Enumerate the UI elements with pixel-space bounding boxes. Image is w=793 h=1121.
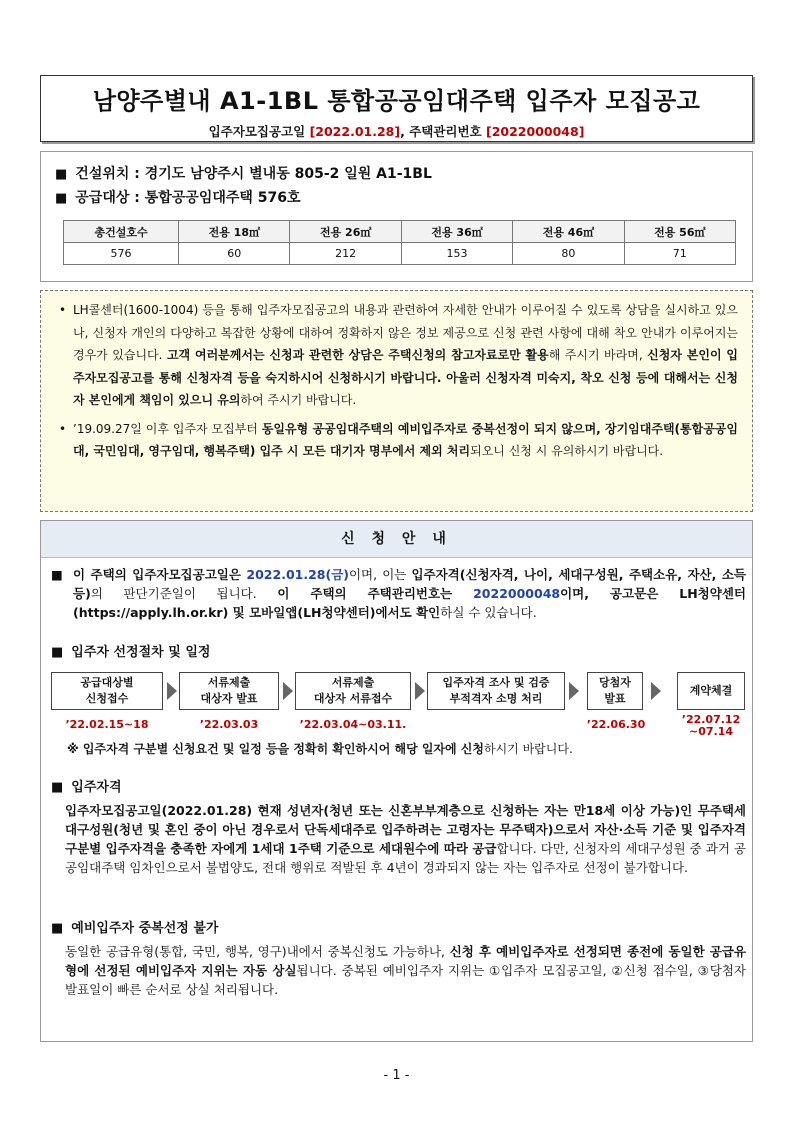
square-bullet-icon: ■: [51, 567, 63, 582]
flow-date: ’22.03.03: [199, 718, 259, 731]
flow-step-document-announce: 서류제출 대상자 발표: [179, 672, 279, 710]
table-cell: 153: [401, 243, 512, 265]
flow-step-contract: 계약체결: [677, 672, 745, 710]
notice-item: • ’19.09.27일 이후 입주자 모집부터 동일유형 공공임대주택의 예비입주자로 중복선정이 되지 않으며, 장기임대주택(통합공공임대, 국민임대, 영구임대, 행복주택) 입주 시 모든 대기자 명부에서 제외 처리되오니 신청 시 유의하시기 바랍니다.: [59, 418, 738, 463]
table-cell: 576: [64, 243, 179, 265]
management-number-label: , 주택관리번호: [400, 124, 482, 139]
title-subline: [41, 122, 752, 140]
table-cell: 71: [624, 243, 735, 265]
schedule-block: ■ 입주자 선정절차 및 일정: [51, 645, 211, 660]
table-header-cell: 전용 36㎡: [401, 221, 512, 243]
dot-bullet-icon: •: [59, 421, 67, 436]
intro-block: ■ 이 주택의 입주자모집공고일은 2022.01.28(금)이며, 이는 입주자격(신청자격, 나이, 세대구성원, 주택소유, 자산, 소득 등)의 판단기준일이 됩니다. 이 주택의 주택관리번호는 2022000048이며, 공고문은 LH청약센터(https://apply.lh.or.kr) 및 모바일앱(LH청약센터)에서도 확인하실 수 있습니다.: [51, 567, 746, 620]
square-bullet-icon: ■: [51, 921, 64, 936]
qualification-block: ■ 입주자격 입주자모집공고일(2022.01.28) 현재 성년자(청년 또는 신혼부부계층으로 신청하는 자는 만18세 이상 가능)인 무주택세대구성원(청년 및 혼인 중이 아닌 경우로서 단독세대주로 입주하려는 고령자는 무주택자)으로서 자산·소득 기준 및 입주자격 구분별 입주자격을 충족한 자에게 1세대 1주택 기준으로 세대원수에 따라 공급합니다. 다만, 신청자의 세대구성원 중 과거 공공임대주택 임차인으로서 불법양도, 전대 행위로 적발된 후 4년이 경과되지 않는 자는 입주자로 선정이 불가합니다.: [51, 780, 747, 875]
title-box: [40, 75, 753, 142]
square-bullet-icon: ■: [51, 780, 64, 795]
info-box: [40, 151, 753, 282]
application-guide: [40, 520, 753, 1042]
table-cell: 60: [179, 243, 290, 265]
flow-date: ’22.07.12 ~07.14: [681, 713, 741, 738]
table-header-cell: 총건설호수: [64, 221, 179, 243]
table-header-cell: 전용 56㎡: [624, 221, 735, 243]
square-bullet-icon: ■: [51, 645, 64, 660]
flow-date: ’22.06.30: [586, 718, 646, 731]
table-header-row: [64, 221, 736, 243]
notice-item: • LH콜센터(1600-1004) 등을 통해 입주자모집공고의 내용과 관련하여 자세한 안내가 이루어질 수 있도록 상담을 실시하고 있으나, 신청자 개인의 다양하고 복잡한 상황에 대하여 정확하지 않은 정보 제공으로 신청 관련 사항에 대해 착오 안내가 이루어지는 경우가 있습니다. 고객 여러분께서는 신청과 관련한 상담은 주택신청의 참고자료로만 활용해 주시기 바라며, 신청자 본인이 입주자모집공고를 통해 신청자격 등을 숙지하시어 신청하시기 바랍니다. 아울러 신청자격 미숙지, 착오 신청 등에 대해서는 신청자 본인에게 책임이 있으니 유의하여 주시기 바랍니다.: [59, 299, 738, 412]
table-header-cell: 전용 26㎡: [290, 221, 401, 243]
table-row: [64, 243, 736, 265]
flow-step-application: 공급대상별 신청접수: [51, 672, 163, 710]
notice-box: [40, 290, 753, 512]
flow-date: ’22.03.04~03.11.: [299, 718, 407, 731]
arrow-right-icon: [167, 682, 177, 700]
arrow-right-icon: [415, 682, 425, 700]
arrow-right-icon: [651, 682, 661, 700]
target-line: ■ 공급대상 : 통합공공임대주택 576호: [55, 190, 301, 206]
table-header-cell: 전용 18㎡: [179, 221, 290, 243]
flow-step-winner-announce: 당첨자 발표: [587, 672, 643, 710]
management-number-value: [2022000048]: [486, 124, 585, 139]
square-bullet-icon: ■: [55, 167, 68, 182]
arrow-right-icon: [569, 682, 579, 700]
dot-bullet-icon: •: [59, 303, 67, 317]
notice-date-value: [2022.01.28]: [309, 124, 401, 139]
location-line: ■ 건설위치 : 경기도 남양주시 별내동 805-2 일원 A1-1BL: [55, 166, 432, 182]
flow-step-document-receipt: 서류제출 대상자 서류접수: [295, 672, 411, 710]
page-number: - 1 -: [383, 1068, 410, 1083]
square-bullet-icon: ■: [55, 191, 68, 206]
arrow-right-icon: [283, 682, 293, 700]
notice-date-label: 입주자모집공고일: [208, 124, 306, 139]
table-cell: 80: [513, 243, 624, 265]
table-header-cell: 전용 46㎡: [513, 221, 624, 243]
duplicate-block: ■ 예비입주자 중복선정 불가 동일한 공급유형(통합, 국민, 행복, 영구)내에서 중복신청도 가능하나, 신청 후 예비입주자로 선정되면 종전에 동일한 공급유형에 선정된 예비입주자 지위는 자동 상실됩니다. 중복된 예비입주자 지위는 ①입주자 모집공고일, ②신청 접수일, ③당첨자 발표일이 빠른 순서로 상실 처리됩니다.: [51, 921, 746, 997]
flow-date: ’22.02.15~18: [65, 718, 149, 731]
page-title: 남양주별내 A1-1BL 통합공공임대주택 입주자 모집공고: [92, 87, 701, 115]
schedule-note: ※ 입주자격 구분별 신청요건 및 일정 등을 정확히 확인하시어 해당 일자에 신청하시기 바랍니다.: [67, 742, 573, 756]
supply-table: [63, 220, 736, 265]
table-cell: 212: [290, 243, 401, 265]
flow-step-verification: 입주자격 조사 및 검증 부적격자 소명 처리: [427, 672, 565, 710]
section-header: 신 청 안 내: [41, 521, 752, 558]
